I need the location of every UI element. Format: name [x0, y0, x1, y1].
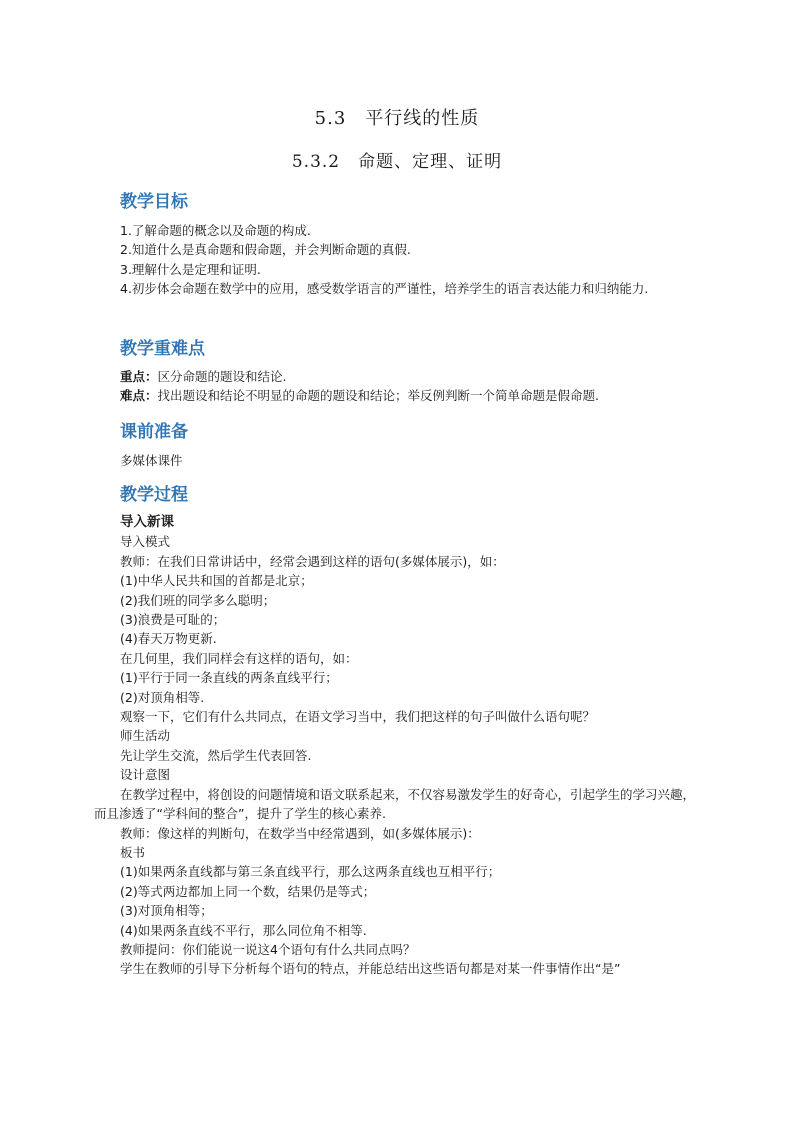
key-label: 重点： [120, 369, 158, 384]
page-subtitle: 5.3.2 命题、定理、证明 [291, 152, 503, 172]
process-line: 在教学过程中，将创设的问题情境和语文联系起来，不仅容易激发学生的好奇心，引起学生的学习兴趣，而且渗透了“学科间的整合”，提升了学生的核心素养. [94, 786, 696, 822]
goals-list [94, 221, 697, 299]
process-line: (4)如果两条直线不平行，那么同位角不相等. [120, 922, 367, 938]
process-line: 学生在教师的引导下分析每个语句的特点，并能总结出这些语句都是对某一件事情作出“是” [120, 961, 621, 977]
section-heading-goals: 教学目标 [120, 192, 188, 212]
process-line: (1)如果两条直线都与第三条直线平行，那么这两条直线也互相平行； [120, 864, 501, 880]
process-line: (2)对顶角相等. [120, 689, 205, 705]
process-line: 教师：像这样的判断句，在数学当中经常遇到，如(多媒体展示)： [120, 825, 480, 841]
process-line: (2)我们班的同学多么聪明； [120, 592, 276, 608]
goal-item: 2.知道什么是真命题和假命题，并会判断命题的真假. [120, 242, 411, 258]
difficult-text: 找出题设和结论不明显的命题的题设和结论；举反例判断一个简单命题是假命题. [157, 388, 599, 404]
process-line: (3)对顶角相等； [120, 903, 213, 919]
process-line: 在几何里，我们同样会有这样的语句，如： [120, 650, 358, 666]
page-title: 5.3 平行线的性质 [314, 108, 480, 129]
process-line: 板书 [120, 844, 146, 860]
process-line: 观察一下，它们有什么共同点，在语文学习当中，我们把这样的句子叫做什么语句呢？ [120, 709, 596, 725]
process-line: 导入模式 [120, 534, 171, 550]
goal-item: 4.初步体会命题在数学中的应用，感受数学语言的严谨性，培养学生的语言表达能力和归纳能力. [120, 281, 649, 297]
difficult-label: 难点： [120, 388, 158, 404]
process-line: (3)浪费是可耻的； [120, 612, 226, 628]
process-line: 教师提问：你们能说一说这4个语句有什么共同点吗？ [120, 941, 416, 957]
process-line: (1)平行于同一条直线的两条直线平行； [120, 670, 338, 686]
process-line: (2)等式两边都加上同一个数，结果仍是等式； [120, 883, 376, 899]
process-line: 师生活动 [120, 728, 171, 744]
process-line: 教师：在我们日常讲话中，经常会遇到这样的语句(多媒体展示)，如： [120, 553, 505, 569]
prep-block [94, 451, 697, 470]
process-line: 设计意图 [120, 767, 171, 783]
section-heading-process: 教学过程 [120, 485, 188, 505]
goal-item: 1.了解命题的概念以及命题的构成. [120, 223, 311, 238]
key-point [94, 367, 697, 386]
section-heading-keypoints: 教学重难点 [120, 339, 205, 359]
process-line: 先让学生交流，然后学生代表回答. [120, 747, 312, 763]
process-line: (1)中华人民共和国的首都是北京； [120, 573, 313, 589]
process-block [94, 513, 697, 979]
goal-item: 3.理解什么是定理和证明. [120, 261, 261, 277]
section-heading-prep: 课前准备 [120, 422, 188, 442]
prep-text: 多媒体课件 [120, 453, 183, 468]
key-text: 区分命题的题设和结论. [157, 369, 287, 384]
subsection-heading: 导入新课 [120, 514, 174, 530]
process-line: (4)春天万物更新. [120, 631, 217, 647]
keypoints-block [94, 367, 697, 406]
difficult-point [94, 386, 697, 405]
